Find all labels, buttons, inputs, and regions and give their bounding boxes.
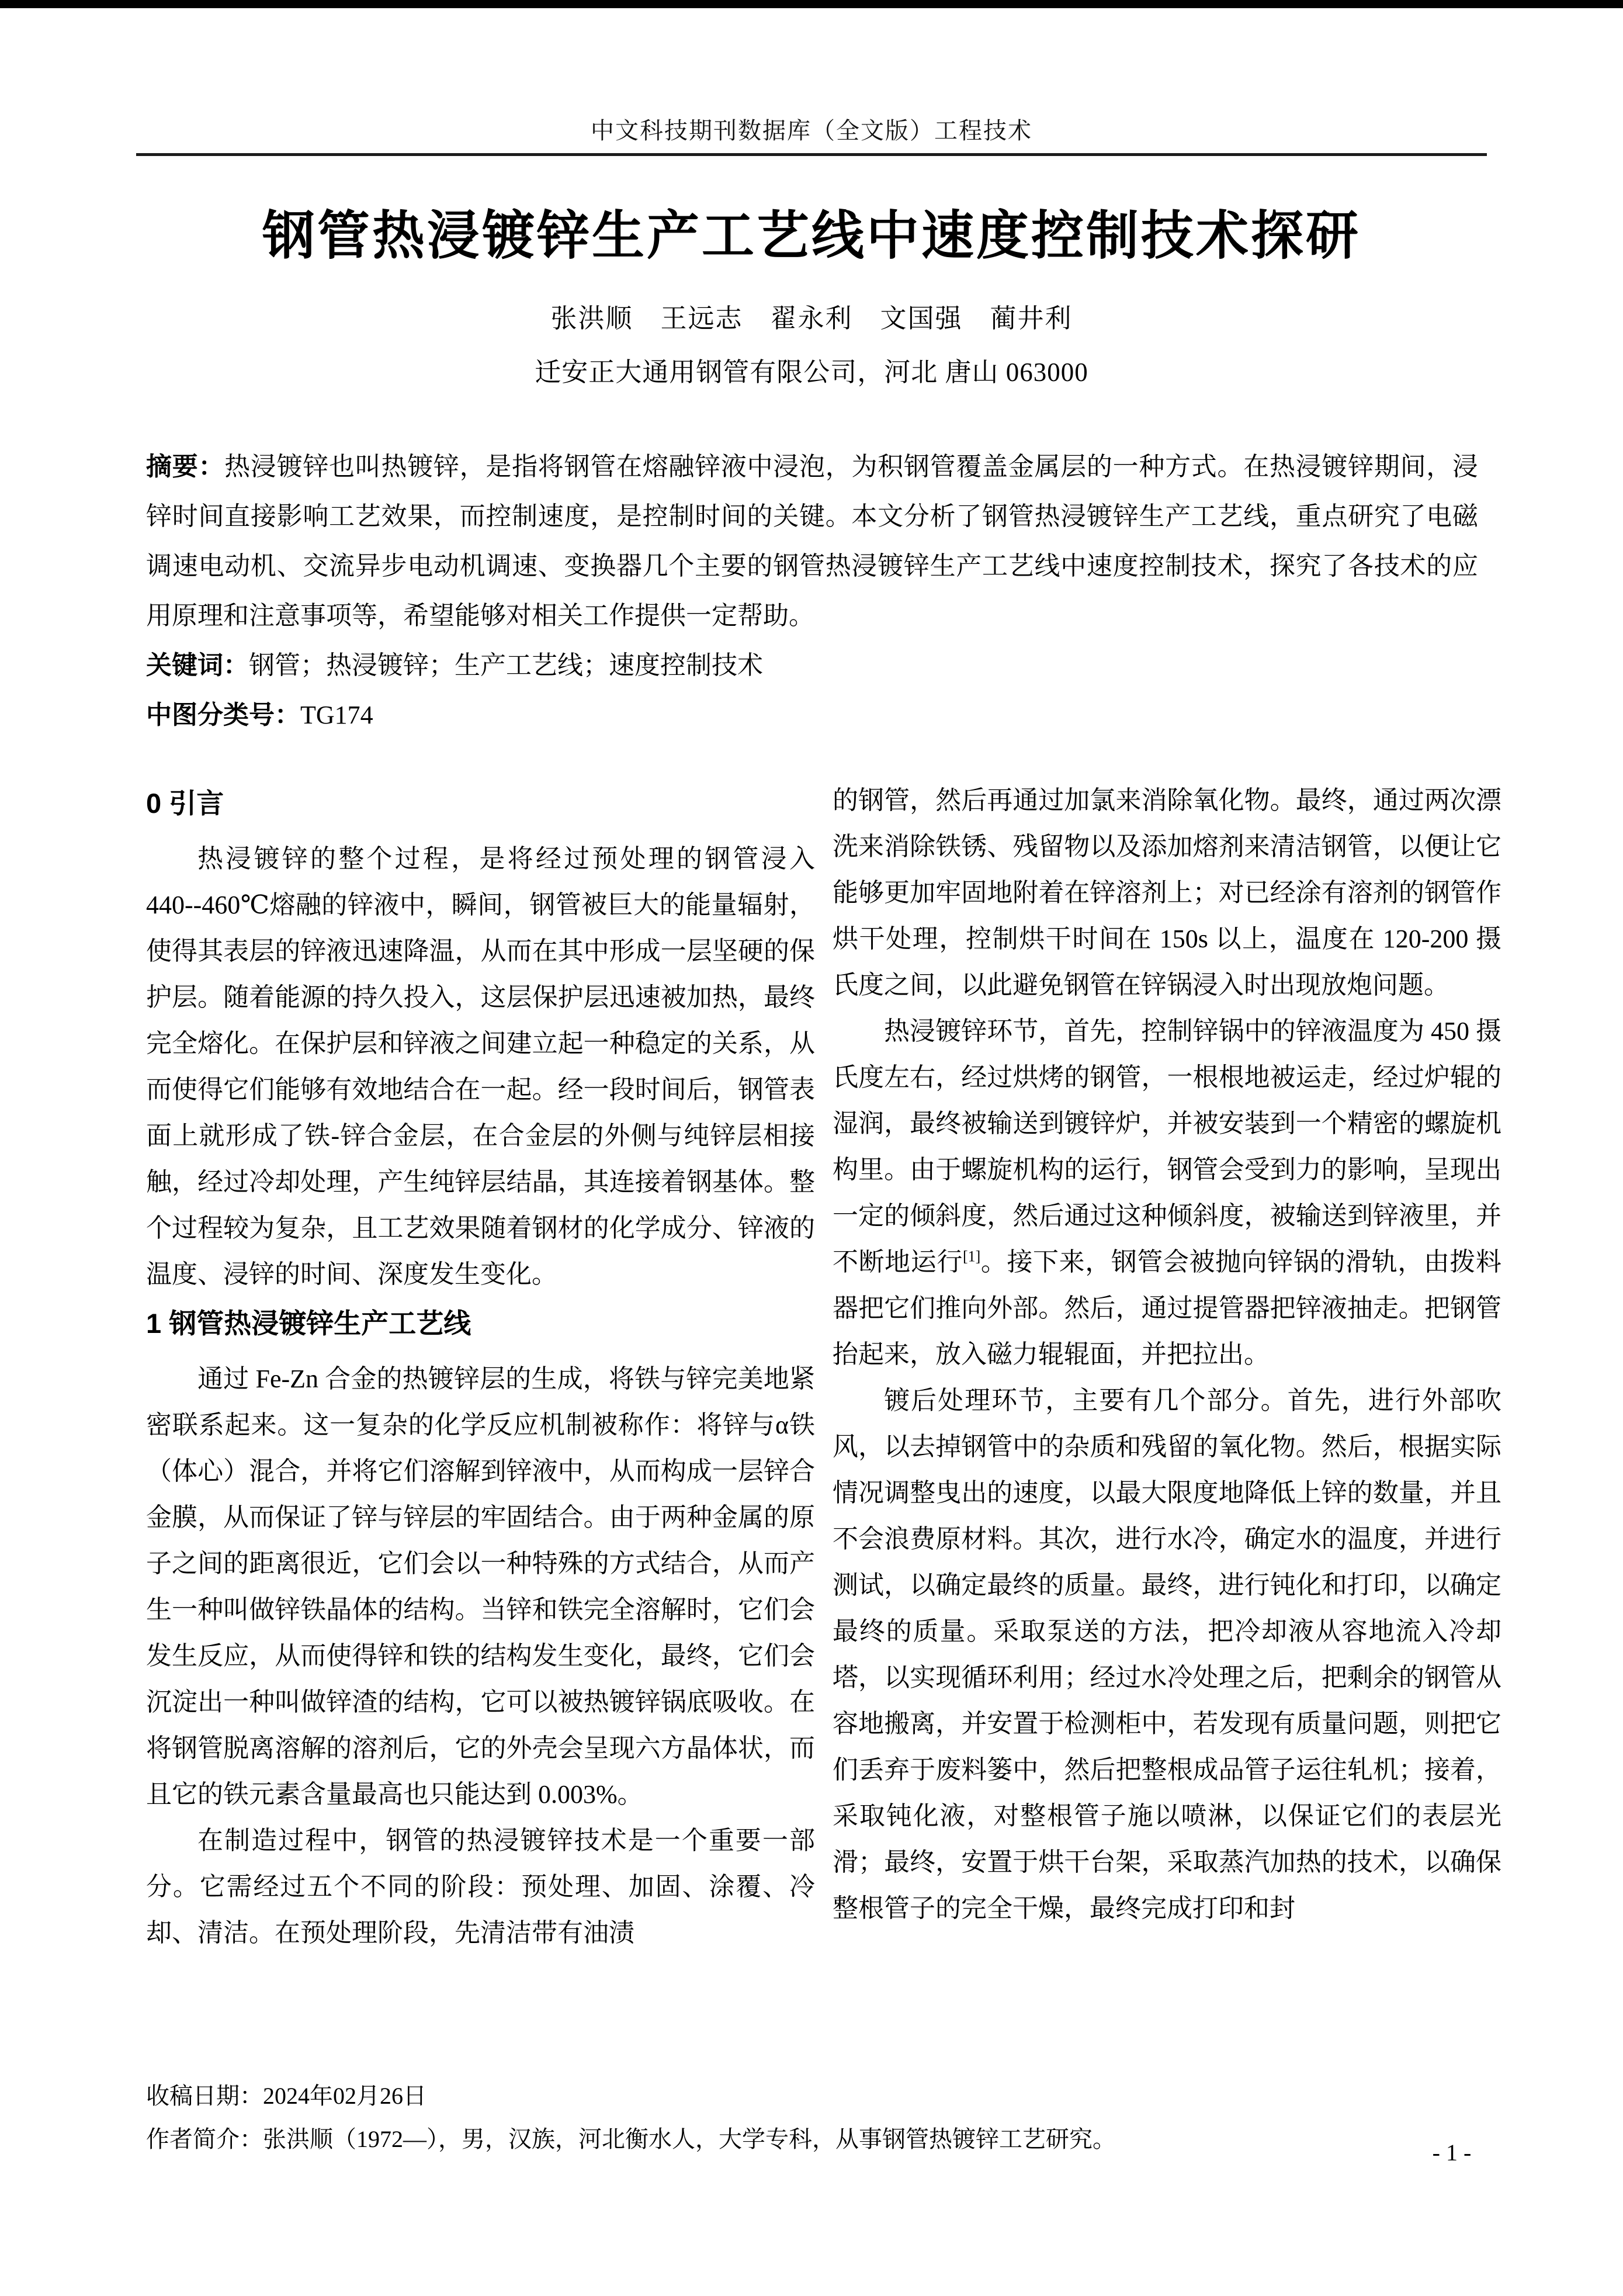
- received-label: 收稿日期：: [146, 2083, 263, 2109]
- clc-value: TG174: [300, 701, 373, 729]
- page-number: - 1 -: [1432, 2139, 1472, 2166]
- clc-label: 中图分类号：: [146, 701, 300, 729]
- paragraph-text: 镀后处理环节，主要有几个部分。首先，进行外部吹风，以去掉钢管中的杂质和残留的氧化物。然后，根据实际情况调整曳出的速度，以最大限度地降低上锌的数量，并且不会浪费原材料。其次，进行水冷，确定水的温度，并进行测试，以确定最终的质量。最终，进行钝化和打印，以确定最终的质量。采取泵送的方法，把冷却液从容地流入冷却塔，以实现循环利用；经过水冷处理之后，把剩余的钢管从容地搬离，并安置于检测柜中，若发现有质量问题，则把它们丢弃于废料篓中，然后把整根成品管子运往轧机；接着，采取钝化液，对整根管子施以喷淋，以保证它们的表层光滑；最终，安置于烘干台架，采取蒸汽加热的技术，以确保整根管子的完全干燥，最终完成打印和封: [833, 1386, 1501, 1923]
- body-columns: [146, 777, 1501, 1956]
- paragraph-text: 通过 Fe-Zn 合金的热镀锌层的生成，将铁与锌完美地紧密联系起来。这一复杂的化学反应机制被称作：将锌与α铁（体心）混合，并将它们溶解到锌液中，从而构成一层锌合金膜，从而保证了锌与锌层的牢固结合。由于两种金属的原子之间的距离很近，它们会以一种特殊的方式结合，从而产生一种叫做锌铁晶体的结构。当锌和铁完全溶解时，它们会发生反应，从而使得锌和铁的结构发生变化，最终，它们会沉淀出一种叫做锌渣的结构，它可以被热镀锌锅底吸收。在将钢管脱离溶解的溶剂后，它的外壳会呈现六方晶体状，而且它的铁元素含量最高也只能达到 0.003%。: [146, 1365, 815, 1809]
- paragraph-text: 热浸镀锌环节，首先，控制锌锅中的锌液温度为 450 摄氏度左右，经过烘烤的钢管，一根根地被运走，经过炉辊的湿润，最终被输送到镀锌炉，并被安装到一个精密的螺旋机构里。由于螺旋机构的运行，钢管会受到力的影响，呈现出一定的倾斜度，然后通过这种倾斜度，被输送到锌液里，并不断地运行: [833, 1017, 1501, 1276]
- paragraph-text: 。接下来，钢管会被抛向锌锅的滑轨，由拨料器把它们推向外部。然后，通过提管器把锌液抽走。把钢管抬起来，放入磁力辊辊面，并把拉出。: [833, 1248, 1502, 1369]
- paragraph-text: 热浸镀锌的整个过程，是将经过预处理的钢管浸入 440--460℃熔融的锌液中，瞬间，钢管被巨大的能量辐射，使得其表层的锌液迅速降温，从而在其中形成一层坚硬的保护层。随着能源的持久投入，这层保护层迅速被加热，最终完全熔化。在保护层和锌液之间建立起一种稳定的关系，从而使得它们能够有效地结合在一起。经一段时间后，钢管表面上就形成了铁-锌合金层，在合金层的外侧与纯锌层相接触，经过冷却处理，产生纯锌层结晶，其连接着钢基体。整个过程较为复杂，且工艺效果随着钢材的化学成分、锌液的温度、浸锌的时间、深度发生变化。: [146, 844, 815, 1289]
- right-column: [833, 777, 1501, 1956]
- section-heading: 1 钢管热浸镀锌生产工艺线: [146, 1308, 471, 1339]
- body-paragraph: [146, 1356, 815, 1817]
- journal-header: 中文科技期刊数据库（全文版）工程技术: [591, 117, 1032, 144]
- header-divider: [136, 153, 1487, 156]
- citation-marker: [1]: [962, 1248, 981, 1265]
- footnote-received: [146, 2075, 1490, 2118]
- body-paragraph: [833, 777, 1501, 1008]
- abstract-paragraph: [146, 442, 1478, 640]
- keywords-label: 关键词：: [146, 651, 249, 680]
- body-paragraph: [833, 1008, 1501, 1377]
- article-title: 钢管热浸镀锌生产工艺线中速度控制技术探研: [262, 207, 1361, 265]
- keywords-line: [146, 640, 1478, 690]
- paragraph-text: 在制造过程中，钢管的热浸镀锌技术是一个重要一部分。它需经过五个不同的阶段：预处理、加固、涂覆、冷却、清洁。在预处理阶段，先清洁带有油渍: [146, 1826, 815, 1947]
- front-matter: [146, 442, 1478, 740]
- received-date: 2024年02月26日: [263, 2083, 426, 2109]
- footnote-bio: [146, 2118, 1490, 2161]
- affiliation-line: 迁安正大通用钢管有限公司，河北 唐山 063000: [535, 358, 1088, 387]
- section-heading: 0 引言: [146, 788, 224, 819]
- authors-line: 张洪顺 王远志 翟永利 文国强 蔺井利: [550, 304, 1073, 333]
- bio-text: 张洪顺（1972—），男，汉族，河北衡水人，大学专科，从事钢管热镀锌工艺研究。: [263, 2126, 1116, 2152]
- left-column: [146, 777, 815, 1956]
- body-paragraph: [146, 1817, 815, 1956]
- keywords-text: 钢管；热浸镀锌；生产工艺线；速度控制技术: [249, 651, 763, 680]
- paragraph-text: 的钢管，然后再通过加氯来消除氧化物。最终，通过两次漂洗来消除铁锈、残留物以及添加熔剂来清洁钢管，以便让它能够更加牢固地附着在锌溶剂上；对已经涂有溶剂的钢管作烘干处理，控制烘干时间在 150s 以上，温度在 120-200 摄氏度之间，以此避免钢管在锌锅浸入时出现放炮问题。: [833, 786, 1501, 999]
- body-paragraph: [146, 836, 815, 1297]
- footnote-block: [146, 2075, 1490, 2161]
- abstract-text: 热浸镀锌也叫热镀锌，是指将钢管在熔融锌液中浸泡，为积钢管覆盖金属层的一种方式。在热浸镀锌期间，浸锌时间直接影响工艺效果，而控制速度，是控制时间的关键。本文分析了钢管热浸镀锌生产工艺线，重点研究了电磁调速电动机、交流异步电动机调速、变换器几个主要的钢管热浸镀锌生产工艺线中速度控制技术，探究了各技术的应用原理和注意事项等，希望能够对相关工作提供一定帮助。: [146, 452, 1479, 630]
- clc-line: [146, 690, 1478, 740]
- body-paragraph: [833, 1377, 1501, 1931]
- bio-label: 作者简介：: [146, 2126, 263, 2152]
- top-edge-bar: [0, 0, 1623, 8]
- abstract-label: 摘要：: [146, 452, 225, 481]
